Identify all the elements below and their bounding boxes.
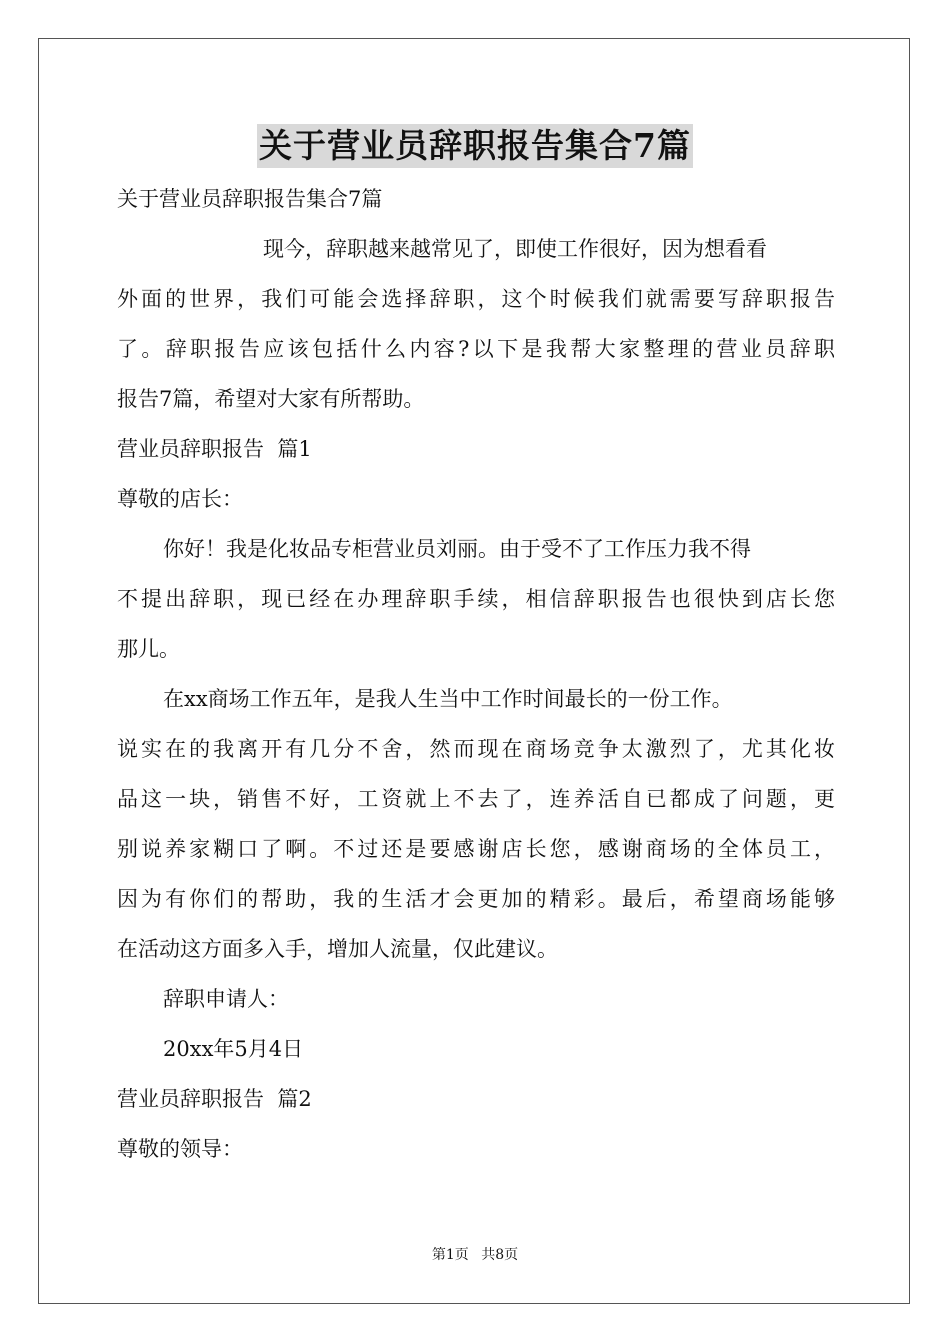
document-body: [117, 174, 835, 1174]
date: 20xx年5月4日: [163, 1037, 304, 1061]
paragraph-line: 你好！我是化妆品专柜营业员刘丽。由于受不了工作压力我不得: [163, 537, 751, 561]
page-number: 第1页: [431, 1247, 469, 1263]
paragraph-line: 不提出辞职，现已经在办理辞职手续，相信辞职报告也很快到店长您: [117, 587, 835, 611]
paragraph-line: 品这一块，销售不好，工资就上不去了，连养活自已都成了问题，更: [117, 787, 835, 811]
intro-line: 了。辞职报告应该包括什么内容?以下是我帮大家整理的营业员辞职: [117, 337, 835, 361]
paragraph-line: 那儿。: [117, 637, 180, 661]
applicant-label: 辞职申请人：: [163, 987, 289, 1011]
paragraph-line: 在xx商场工作五年，是我人生当中工作时间最长的一份工作。: [163, 687, 733, 711]
intro-line: 现今，辞职越来越常见了，即使工作很好，因为想看看: [263, 237, 767, 261]
intro-line: 外面的世界，我们可能会选择辞职，这个时候我们就需要写辞职报告: [117, 287, 835, 311]
paragraph-line: 因为有你们的帮助，我的生活才会更加的精彩。最后，希望商场能够: [117, 887, 835, 911]
paragraph-line: 别说养家糊口了啊。不过还是要感谢店长您，感谢商场的全体员工，: [117, 837, 835, 861]
section-heading: 营业员辞职报告 篇1: [117, 437, 312, 461]
total-pages: 共8页: [481, 1247, 519, 1263]
paragraph-line: 说实在的我离开有几分不舍，然而现在商场竞争太激烈了，尤其化妆: [117, 737, 835, 761]
paragraph-line: 在活动这方面多入手，增加人流量，仅此建议。: [117, 937, 558, 961]
title-container: [0, 124, 950, 168]
page-footer: [0, 1244, 950, 1264]
document-title: 关于营业员辞职报告集合7篇: [257, 124, 693, 168]
section-heading: 营业员辞职报告 篇2: [117, 1087, 312, 1111]
subtitle: 关于营业员辞职报告集合7篇: [117, 187, 383, 211]
salutation: 尊敬的领导：: [117, 1137, 243, 1161]
salutation: 尊敬的店长：: [117, 487, 243, 511]
intro-line: 报告7篇，希望对大家有所帮助。: [117, 387, 425, 411]
